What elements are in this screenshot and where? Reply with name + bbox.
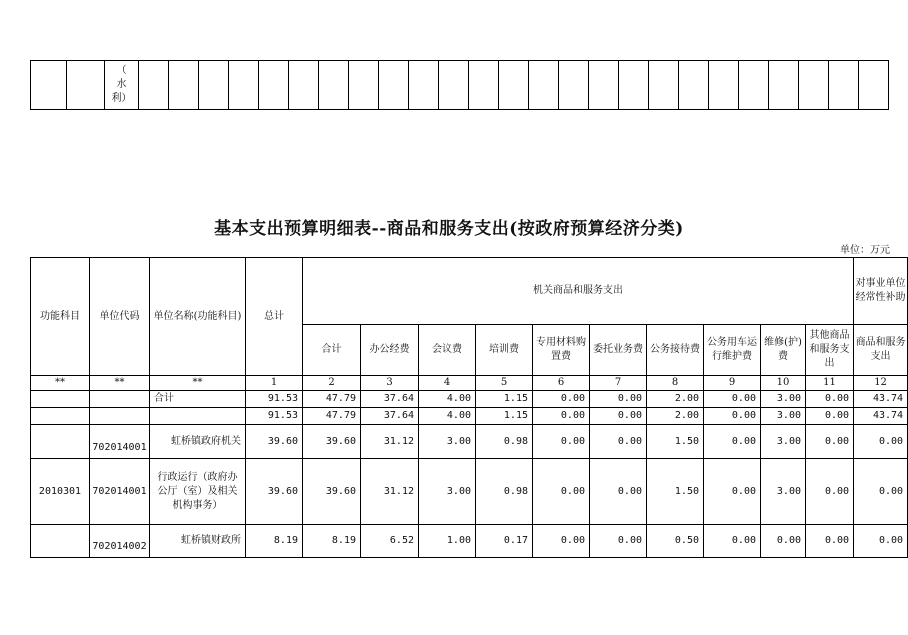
row-name: 行政运行（政府办公厅（室）及相关机构事务）	[150, 459, 246, 525]
budget-table	[30, 257, 908, 558]
header-col: 合计	[303, 325, 361, 376]
header-row-1	[31, 258, 908, 325]
header-col: 公务用车运行维护费	[704, 325, 761, 376]
fragment-row	[31, 61, 889, 110]
table-row: 2010301 702014001 行政运行（政府办公厅（室）及相关机构事务） 39.60 39.60 31.12 3.00 0.98 0.00 0.00 1.50 0.00 3.00 0.00 0.00	[31, 459, 908, 525]
row-name: 虹桥镇政府机关	[150, 425, 246, 459]
table-row: 91.53 47.79 37.64 4.00 1.15 0.00 0.00 2.00 0.00 3.00 0.00 43.74	[31, 408, 908, 425]
header-col: 委托业务费	[590, 325, 647, 376]
header-col: 维修(护)费	[761, 325, 806, 376]
header-col: 其他商品和服务支出	[806, 325, 854, 376]
table-row: 合计 91.53 47.79 37.64 4.00 1.15 0.00 0.00 2.00 0.00 3.00 0.00 43.74	[31, 391, 908, 408]
table-row: 702014001 虹桥镇政府机关 39.60 39.60 31.12 3.00 0.98 0.00 0.00 1.50 0.00 3.00 0.00 0.00	[31, 425, 908, 459]
row-name	[150, 408, 246, 425]
table-row: 702014002 虹桥镇财政所 8.19 8.19 6.52 1.00 0.17 0.00 0.00 0.50 0.00 0.00 0.00 0.00	[31, 525, 908, 558]
header-col: 办公经费	[361, 325, 419, 376]
index-row: ** ** ** 1 2 3 4 5 6 7 8 9 10 11 12	[31, 376, 908, 391]
unit-label: 单位：万元	[840, 245, 890, 256]
row-name: 合计	[150, 391, 246, 408]
header-total: 总计	[246, 258, 303, 376]
previous-table-fragment	[30, 60, 889, 110]
header-func-code: 功能科目	[31, 258, 90, 376]
row-name: 虹桥镇财政所	[150, 525, 246, 558]
header-col: 培训费	[476, 325, 533, 376]
header-group: 机关商品和服务支出	[303, 258, 854, 325]
header-col: 公务接待费	[647, 325, 704, 376]
fragment-name-cell: （ 水 利）	[105, 61, 139, 110]
header-unit-name: 单位名称(功能科目)	[150, 258, 246, 376]
header-subsidy-sub: 商品和服务支出	[854, 325, 908, 376]
page-title: 基本支出预算明细表--商品和服务支出(按政府预算经济分类)	[214, 219, 684, 239]
header-unit-code: 单位代码	[90, 258, 150, 376]
header-subsidy: 对事业单位经常性补助	[854, 258, 908, 325]
header-col: 会议费	[419, 325, 476, 376]
header-col: 专用材料购置费	[533, 325, 590, 376]
